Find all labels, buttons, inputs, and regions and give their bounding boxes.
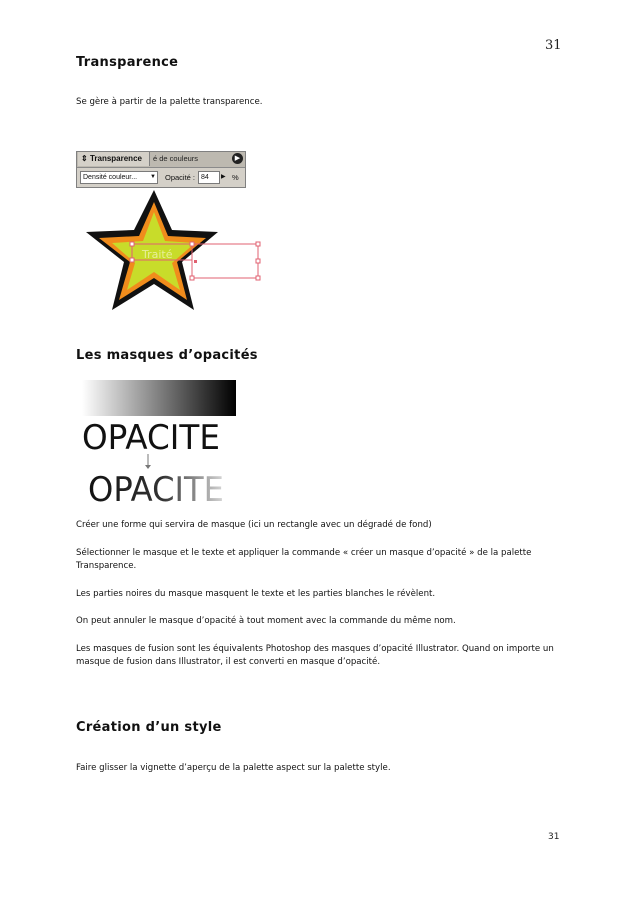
palette-menu-icon[interactable]: ▶ (232, 153, 243, 164)
opacite-illustration (82, 380, 242, 508)
opacite-word-top: OPACITE (82, 418, 220, 458)
transparence-palette (76, 151, 246, 188)
page-number-top: 31 (545, 38, 562, 53)
tab-grip-icon: ⇕ (81, 154, 88, 163)
opacity-label: Opacité : (165, 173, 196, 182)
section-title-style: Création d’un style (76, 720, 222, 735)
down-arrow-head (145, 465, 151, 469)
selection-center-point (194, 260, 197, 263)
tab-transparence-label: Transparence (89, 154, 142, 163)
masques-paragraph-2: Sélectionner le masque et le texte et appliquer la commande « créer un masque d’opacité » de la palette Transparence. (76, 548, 532, 571)
section-title-masques: Les masques d’opacités (76, 348, 258, 363)
masques-paragraph-5: Les masques de fusion sont les équivalents Photoshop des masques d’opacité Illustrator. Quand on importe un masque de fusion dans Illustrator, il est converti en masque d’opacité. (76, 644, 554, 667)
star-faded-text: Traité (142, 248, 173, 261)
opacite-word-bottom: OPACITE (88, 470, 224, 508)
palette-tab-row (77, 152, 245, 168)
gradient-mask-rect (82, 380, 236, 416)
opacity-percent: % (232, 173, 239, 182)
blend-mode-select[interactable] (80, 171, 158, 184)
blend-mode-value: Densité couleur... (83, 174, 138, 181)
section-title-transparence: Transparence (76, 55, 179, 70)
opacity-arrow-icon[interactable]: ▶ (221, 174, 226, 180)
transparence-intro: Se gère à partir de la palette transparence. (76, 97, 263, 107)
selection-box-right (192, 244, 258, 278)
masques-paragraph-3: Les parties noires du masque masquent le texte et les parties blanches le révèlent. (76, 589, 436, 599)
tab-couleurs[interactable]: é de couleurs (153, 154, 199, 163)
style-intro: Faire glisser la vignette d’aperçu de la palette aspect sur la palette style. (76, 763, 391, 773)
page-number-bottom: 31 (548, 832, 560, 842)
masques-paragraph-1: Créer une forme qui servira de masque (ici un rectangle avec un dégradé de fond) (76, 520, 432, 530)
opacity-input[interactable]: 84 (198, 171, 220, 184)
tab-transparence[interactable] (78, 152, 150, 166)
dropdown-arrow-icon: ▼ (150, 174, 156, 180)
masques-paragraph-4: On peut annuler le masque d’opacité à tout moment avec la commande du même nom. (76, 616, 456, 626)
star-illustration (76, 186, 266, 316)
